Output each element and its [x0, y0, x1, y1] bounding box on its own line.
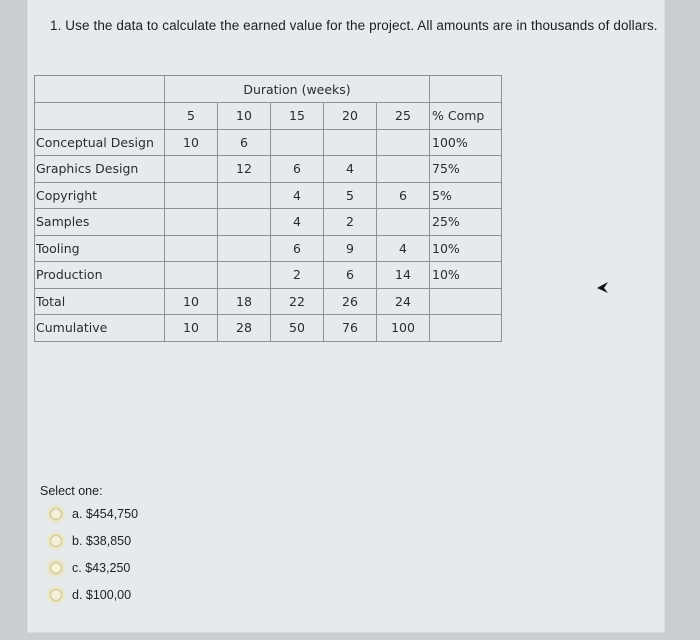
task-name-cell: Copyright	[35, 182, 165, 209]
question-text: 1. Use the data to calculate the earned value for the project. All amounts are in thousands of dollars.	[50, 18, 658, 33]
mouse-cursor-icon	[597, 282, 609, 294]
pct-complete-cell: 100%	[430, 129, 502, 156]
period-header: 15	[271, 103, 324, 130]
task-name-cell: Tooling	[35, 235, 165, 262]
table-corner-cell	[35, 76, 165, 103]
table-title: Duration (weeks)	[165, 76, 430, 103]
pct-complete-cell: 10%	[430, 262, 502, 289]
duration-cell: 28	[218, 315, 271, 342]
duration-cell	[165, 209, 218, 236]
duration-cell: 50	[271, 315, 324, 342]
table-row	[35, 235, 502, 262]
duration-cell: 100	[377, 315, 430, 342]
pct-complete-cell	[430, 315, 502, 342]
radio-c[interactable]	[50, 562, 62, 574]
task-name-cell: Production	[35, 262, 165, 289]
duration-cell: 6	[271, 156, 324, 183]
duration-cell: 2	[324, 209, 377, 236]
duration-cell: 4	[324, 156, 377, 183]
duration-cell: 9	[324, 235, 377, 262]
table-row	[35, 129, 502, 156]
period-header: 5	[165, 103, 218, 130]
duration-cell: 5	[324, 182, 377, 209]
option-c[interactable]	[50, 561, 130, 575]
table-row	[35, 262, 502, 289]
duration-cell	[377, 156, 430, 183]
option-d-label: d. $100,00	[72, 588, 132, 602]
radio-a[interactable]	[50, 508, 62, 520]
duration-cell: 6	[218, 129, 271, 156]
duration-cell: 4	[271, 209, 324, 236]
duration-cell	[377, 209, 430, 236]
duration-cell	[165, 262, 218, 289]
table-corner-cell-right	[430, 76, 502, 103]
duration-cell	[165, 182, 218, 209]
task-name-cell: Samples	[35, 209, 165, 236]
task-header-cell	[35, 103, 165, 130]
option-b[interactable]	[50, 534, 131, 548]
duration-cell: 24	[377, 288, 430, 315]
table-header-row	[35, 103, 502, 130]
duration-cell: 10	[165, 129, 218, 156]
duration-cell	[218, 235, 271, 262]
option-b-label: b. $38,850	[72, 534, 132, 548]
select-one-prompt: Select one:	[40, 484, 103, 498]
duration-cell	[377, 129, 430, 156]
radio-b[interactable]	[50, 535, 62, 547]
duration-cell: 10	[165, 315, 218, 342]
duration-cell	[165, 156, 218, 183]
task-name-cell: Conceptual Design	[35, 129, 165, 156]
table-title-row	[35, 76, 502, 103]
pct-complete-cell: 25%	[430, 209, 502, 236]
duration-cell: 12	[218, 156, 271, 183]
duration-cell	[165, 235, 218, 262]
duration-cell	[218, 209, 271, 236]
option-c-label: c. $43,250	[72, 561, 131, 575]
task-name-cell: Graphics Design	[35, 156, 165, 183]
table-body	[35, 129, 502, 341]
pct-complete-cell: 10%	[430, 235, 502, 262]
duration-cell: 26	[324, 288, 377, 315]
option-a[interactable]	[50, 507, 138, 521]
duration-cell	[271, 129, 324, 156]
pct-complete-cell: 75%	[430, 156, 502, 183]
question-panel	[28, 0, 664, 632]
task-name-cell: Total	[35, 288, 165, 315]
option-d[interactable]	[50, 588, 131, 602]
duration-cell: 4	[271, 182, 324, 209]
duration-cell: 6	[324, 262, 377, 289]
pct-complete-header: % Comp	[430, 103, 502, 130]
table-row	[35, 156, 502, 183]
duration-cell: 76	[324, 315, 377, 342]
task-name-cell: Cumulative	[35, 315, 165, 342]
duration-cell	[324, 129, 377, 156]
duration-cell: 14	[377, 262, 430, 289]
duration-cell: 10	[165, 288, 218, 315]
duration-cell: 6	[377, 182, 430, 209]
radio-d[interactable]	[50, 589, 62, 601]
table-row	[35, 288, 502, 315]
duration-cell: 4	[377, 235, 430, 262]
period-header: 20	[324, 103, 377, 130]
duration-cell	[218, 262, 271, 289]
duration-cell: 22	[271, 288, 324, 315]
option-a-label: a. $454,750	[72, 507, 139, 521]
duration-cell: 6	[271, 235, 324, 262]
table-row	[35, 315, 502, 342]
table-row	[35, 209, 502, 236]
duration-table	[34, 75, 502, 342]
duration-cell: 2	[271, 262, 324, 289]
duration-cell: 18	[218, 288, 271, 315]
pct-complete-cell	[430, 288, 502, 315]
pct-complete-cell: 5%	[430, 182, 502, 209]
period-header: 10	[218, 103, 271, 130]
table-row	[35, 182, 502, 209]
period-header: 25	[377, 103, 430, 130]
duration-cell	[218, 182, 271, 209]
